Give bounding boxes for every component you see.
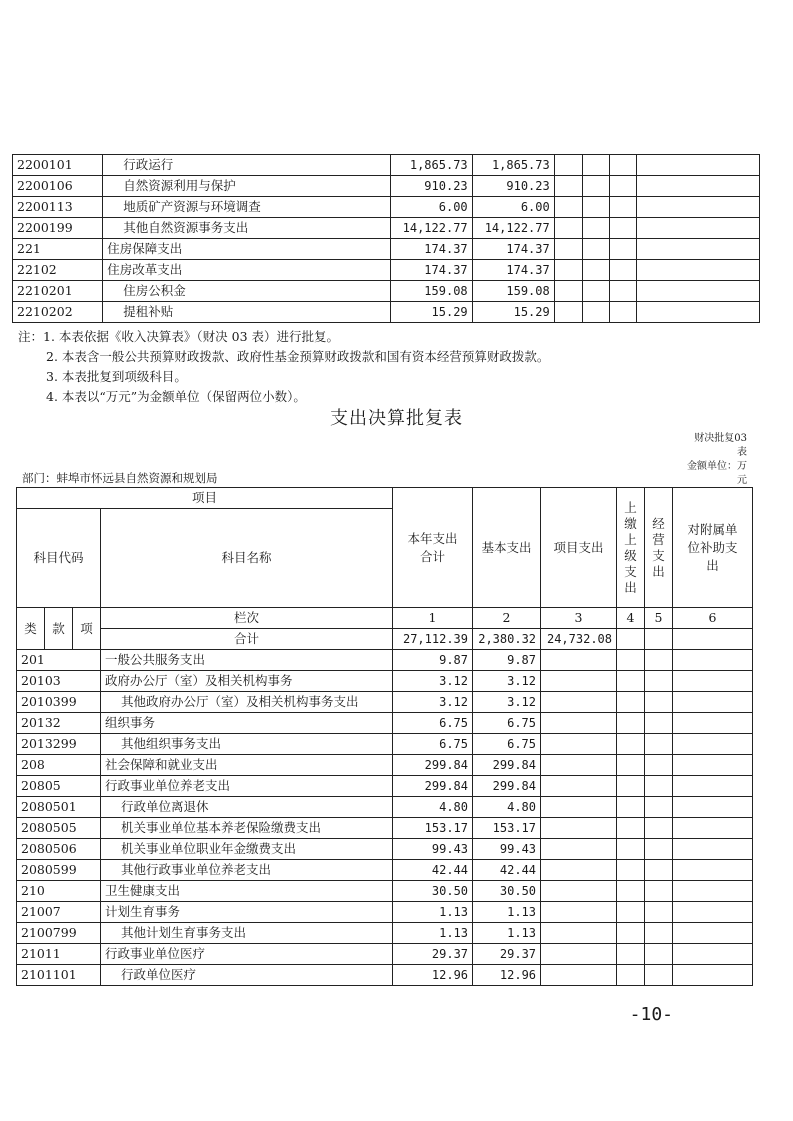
project-amount (541, 965, 617, 986)
project-amount (541, 734, 617, 755)
total-amount: 3.12 (393, 692, 473, 713)
empty-cell (583, 302, 610, 323)
business-amount (645, 839, 673, 860)
basic-amount: 30.50 (473, 881, 541, 902)
total-subsidy (673, 629, 753, 650)
header-lanci: 栏次 (101, 608, 393, 629)
table-row (17, 650, 753, 671)
project-amount (541, 797, 617, 818)
col-no-2: 2 (473, 608, 541, 629)
basic-amount: 1.13 (473, 902, 541, 923)
empty-cell (554, 239, 583, 260)
total-label: 合计 (101, 629, 393, 650)
subsidy-amount (673, 881, 753, 902)
expenditure-approval-table (16, 487, 753, 986)
table-notes (18, 327, 549, 407)
empty-cell (636, 155, 759, 176)
empty-cell (610, 155, 637, 176)
business-amount (645, 734, 673, 755)
project-amount (541, 818, 617, 839)
total-basic: 2,380.32 (473, 629, 541, 650)
empty-cell (583, 176, 610, 197)
subject-name: 计划生育事务 (101, 902, 393, 923)
empty-cell (636, 281, 759, 302)
total-amount: 159.08 (390, 281, 472, 302)
note-line: 4. 本表以“万元”为金额单位（保留两位小数）。 (46, 389, 306, 404)
subject-code: 210 (17, 881, 101, 902)
subject-code: 2200101 (13, 155, 103, 176)
table-row (17, 923, 753, 944)
header-total (393, 488, 473, 608)
header-upper-text: 上缴上级支出 (624, 499, 637, 595)
amount-unit-text: 金额单位：万元 (687, 461, 747, 486)
table-row (17, 713, 753, 734)
table-row (13, 197, 760, 218)
page-title: 支出决算批复表 (330, 408, 463, 429)
empty-cell (554, 176, 583, 197)
basic-amount: 299.84 (473, 776, 541, 797)
header-code: 科目代码 (17, 509, 101, 608)
subject-name: 机关事业单位职业年金缴费支出 (101, 839, 393, 860)
col-no-5: 5 (645, 608, 673, 629)
project-amount (541, 713, 617, 734)
basic-amount: 42.44 (473, 860, 541, 881)
project-amount (541, 650, 617, 671)
total-upper (617, 629, 645, 650)
upper-amount (617, 965, 645, 986)
empty-cell (636, 260, 759, 281)
header-total-text: 本年支出合计 (407, 530, 458, 564)
subject-name: 其他政府办公厅（室）及相关机构事务支出 (101, 692, 393, 713)
subsidy-amount (673, 671, 753, 692)
total-amount: 910.23 (390, 176, 472, 197)
header-proj: 项目支出 (541, 488, 617, 608)
upper-amount (617, 944, 645, 965)
empty-cell (554, 155, 583, 176)
basic-amount: 174.37 (472, 239, 554, 260)
subject-code: 21007 (17, 902, 101, 923)
subject-name: 其他自然资源事务支出 (103, 218, 390, 239)
upper-amount (617, 797, 645, 818)
empty-cell (636, 197, 759, 218)
project-amount (541, 839, 617, 860)
carryover-table (12, 154, 760, 323)
total-amount: 99.43 (393, 839, 473, 860)
subject-name: 卫生健康支出 (101, 881, 393, 902)
empty-cell (610, 218, 637, 239)
table-row (17, 692, 753, 713)
subject-name: 其他行政事业单位养老支出 (101, 860, 393, 881)
table-row (17, 881, 753, 902)
empty-cell (636, 239, 759, 260)
business-amount (645, 692, 673, 713)
upper-amount (617, 818, 645, 839)
business-amount (645, 923, 673, 944)
subject-name: 行政单位医疗 (101, 965, 393, 986)
total-amount: 1,865.73 (390, 155, 472, 176)
header-name: 科目名称 (101, 509, 393, 608)
project-amount (541, 860, 617, 881)
basic-amount: 6.00 (472, 197, 554, 218)
basic-amount: 14,122.77 (472, 218, 554, 239)
subject-code: 2210201 (13, 281, 103, 302)
subject-code: 2080506 (17, 839, 101, 860)
subsidy-amount (673, 755, 753, 776)
subject-code: 21011 (17, 944, 101, 965)
basic-amount: 9.87 (473, 650, 541, 671)
total-amount: 6.75 (393, 713, 473, 734)
subsidy-amount (673, 692, 753, 713)
basic-amount: 15.29 (472, 302, 554, 323)
total-amount: 42.44 (393, 860, 473, 881)
subject-code: 2013299 (17, 734, 101, 755)
empty-cell (554, 260, 583, 281)
total-amount: 29.37 (393, 944, 473, 965)
project-amount (541, 692, 617, 713)
empty-cell (554, 281, 583, 302)
empty-cell (636, 302, 759, 323)
empty-cell (610, 176, 637, 197)
header-basic: 基本支出 (473, 488, 541, 608)
header-xiang: 项 (73, 608, 101, 650)
subject-code: 2010399 (17, 692, 101, 713)
total-amount: 174.37 (390, 239, 472, 260)
basic-amount: 6.75 (473, 713, 541, 734)
header-business-text: 经营支出 (652, 515, 665, 579)
subject-code: 208 (17, 755, 101, 776)
business-amount (645, 650, 673, 671)
basic-amount: 153.17 (473, 818, 541, 839)
subject-code: 2080501 (17, 797, 101, 818)
subject-name: 社会保障和就业支出 (101, 755, 393, 776)
project-amount (541, 923, 617, 944)
subject-code: 20103 (17, 671, 101, 692)
basic-amount: 159.08 (472, 281, 554, 302)
empty-cell (610, 197, 637, 218)
subject-name: 行政事业单位养老支出 (101, 776, 393, 797)
subject-code: 221 (13, 239, 103, 260)
table-row (17, 860, 753, 881)
empty-cell (583, 218, 610, 239)
upper-amount (617, 776, 645, 797)
upper-amount (617, 713, 645, 734)
upper-amount (617, 902, 645, 923)
subsidy-amount (673, 797, 753, 818)
header-project: 项目 (17, 488, 393, 509)
total-amount: 6.75 (393, 734, 473, 755)
total-amount: 12.96 (393, 965, 473, 986)
empty-cell (554, 197, 583, 218)
upper-amount (617, 650, 645, 671)
empty-cell (610, 281, 637, 302)
basic-amount: 1,865.73 (472, 155, 554, 176)
total-amount: 299.84 (393, 755, 473, 776)
upper-amount (617, 860, 645, 881)
subject-name: 其他计划生育事务支出 (101, 923, 393, 944)
total-amount: 1.13 (393, 902, 473, 923)
amount-unit (685, 460, 747, 488)
total-amount: 4.80 (393, 797, 473, 818)
empty-cell (610, 302, 637, 323)
subject-code: 2210202 (13, 302, 103, 323)
table-row (17, 671, 753, 692)
note-line: 3. 本表批复到项级科目。 (46, 369, 187, 384)
business-amount (645, 944, 673, 965)
subject-name: 提租补贴 (103, 302, 390, 323)
basic-amount: 99.43 (473, 839, 541, 860)
total-amount: 14,122.77 (390, 218, 472, 239)
table-row (13, 281, 760, 302)
page-number: -10- (629, 1004, 673, 1025)
subject-name: 组织事务 (101, 713, 393, 734)
project-amount (541, 671, 617, 692)
empty-cell (636, 176, 759, 197)
subsidy-amount (673, 818, 753, 839)
basic-amount: 174.37 (472, 260, 554, 281)
business-amount (645, 776, 673, 797)
table-row (13, 260, 760, 281)
subject-code: 2200199 (13, 218, 103, 239)
table-row (13, 218, 760, 239)
empty-cell (636, 218, 759, 239)
note-line: 注：1. 本表依据《收入决算表》（财决 03 表）进行批复。 (18, 329, 340, 344)
empty-cell (583, 239, 610, 260)
col-no-4: 4 (617, 608, 645, 629)
subject-name: 一般公共服务支出 (101, 650, 393, 671)
business-amount (645, 755, 673, 776)
total-amount: 3.12 (393, 671, 473, 692)
note-line: 2. 本表含一般公共预算财政拨款、政府性基金预算财政拨款和国有资本经营预算财政拨款。 (46, 349, 550, 364)
upper-amount (617, 734, 645, 755)
subject-name: 地质矿产资源与环境调查 (103, 197, 390, 218)
business-amount (645, 965, 673, 986)
empty-cell (554, 302, 583, 323)
subject-code: 2080505 (17, 818, 101, 839)
subject-code: 2101101 (17, 965, 101, 986)
subject-code: 2200106 (13, 176, 103, 197)
subject-name: 机关事业单位基本养老保险缴费支出 (101, 818, 393, 839)
business-amount (645, 671, 673, 692)
table-row (17, 965, 753, 986)
form-number-text: 财决批复03表 (694, 433, 747, 458)
project-amount (541, 755, 617, 776)
table-row (17, 755, 753, 776)
subsidy-amount (673, 923, 753, 944)
subject-code: 2200113 (13, 197, 103, 218)
form-number (685, 432, 747, 460)
subject-code: 201 (17, 650, 101, 671)
table-row (17, 818, 753, 839)
subject-code: 20132 (17, 713, 101, 734)
header-business (645, 488, 673, 608)
total-amount: 9.87 (393, 650, 473, 671)
total-amount: 27,112.39 (393, 629, 473, 650)
header-lei: 类 (17, 608, 45, 650)
header-kuan: 款 (45, 608, 73, 650)
business-amount (645, 818, 673, 839)
empty-cell (583, 260, 610, 281)
header-subsidy (673, 488, 753, 608)
subsidy-amount (673, 776, 753, 797)
total-amount: 30.50 (393, 881, 473, 902)
table-row (17, 776, 753, 797)
empty-cell (610, 239, 637, 260)
table-row (17, 902, 753, 923)
project-amount (541, 881, 617, 902)
basic-amount: 3.12 (473, 692, 541, 713)
total-amount: 15.29 (390, 302, 472, 323)
basic-amount: 3.12 (473, 671, 541, 692)
table-row (17, 797, 753, 818)
project-amount (541, 776, 617, 797)
business-amount (645, 902, 673, 923)
subject-name: 政府办公厅（室）及相关机构事务 (101, 671, 393, 692)
header-subsidy-text: 对附属单位补助支出 (687, 521, 738, 573)
basic-amount: 29.37 (473, 944, 541, 965)
subsidy-amount (673, 965, 753, 986)
empty-cell (583, 155, 610, 176)
basic-amount: 299.84 (473, 755, 541, 776)
basic-amount: 910.23 (472, 176, 554, 197)
total-amount: 153.17 (393, 818, 473, 839)
table-row (13, 176, 760, 197)
basic-amount: 12.96 (473, 965, 541, 986)
subject-name: 行政单位离退休 (101, 797, 393, 818)
subject-name: 住房公积金 (103, 281, 390, 302)
upper-amount (617, 671, 645, 692)
subsidy-amount (673, 713, 753, 734)
total-amount: 174.37 (390, 260, 472, 281)
subsidy-amount (673, 944, 753, 965)
table-row (17, 944, 753, 965)
table-row (13, 239, 760, 260)
project-amount (541, 944, 617, 965)
empty-cell (583, 197, 610, 218)
subsidy-amount (673, 650, 753, 671)
upper-amount (617, 881, 645, 902)
col-no-1: 1 (393, 608, 473, 629)
basic-amount: 4.80 (473, 797, 541, 818)
project-amount (541, 902, 617, 923)
upper-amount (617, 755, 645, 776)
subject-name: 行政事业单位医疗 (101, 944, 393, 965)
table-row (17, 839, 753, 860)
total-project: 24,732.08 (541, 629, 617, 650)
empty-cell (583, 281, 610, 302)
upper-amount (617, 923, 645, 944)
table-row (13, 302, 760, 323)
subject-code: 2080599 (17, 860, 101, 881)
subject-name: 住房改革支出 (103, 260, 390, 281)
subject-code: 22102 (13, 260, 103, 281)
empty-cell (610, 260, 637, 281)
table-row (17, 734, 753, 755)
total-amount: 6.00 (390, 197, 472, 218)
business-amount (645, 797, 673, 818)
basic-amount: 1.13 (473, 923, 541, 944)
business-amount (645, 713, 673, 734)
upper-amount (617, 839, 645, 860)
subject-code: 2100799 (17, 923, 101, 944)
table-row (13, 155, 760, 176)
business-amount (645, 881, 673, 902)
department-label: 部门：蚌埠市怀远县自然资源和规划局 (22, 471, 218, 485)
col-no-3: 3 (541, 608, 617, 629)
header-upper (617, 488, 645, 608)
total-business (645, 629, 673, 650)
col-no-6: 6 (673, 608, 753, 629)
subject-name: 其他组织事务支出 (101, 734, 393, 755)
subject-name: 住房保障支出 (103, 239, 390, 260)
subject-name: 自然资源利用与保护 (103, 176, 390, 197)
empty-cell (554, 218, 583, 239)
total-amount: 1.13 (393, 923, 473, 944)
total-amount: 299.84 (393, 776, 473, 797)
subsidy-amount (673, 839, 753, 860)
upper-amount (617, 692, 645, 713)
subsidy-amount (673, 734, 753, 755)
subject-name: 行政运行 (103, 155, 390, 176)
basic-amount: 6.75 (473, 734, 541, 755)
subject-code: 20805 (17, 776, 101, 797)
subsidy-amount (673, 860, 753, 881)
subsidy-amount (673, 902, 753, 923)
business-amount (645, 860, 673, 881)
